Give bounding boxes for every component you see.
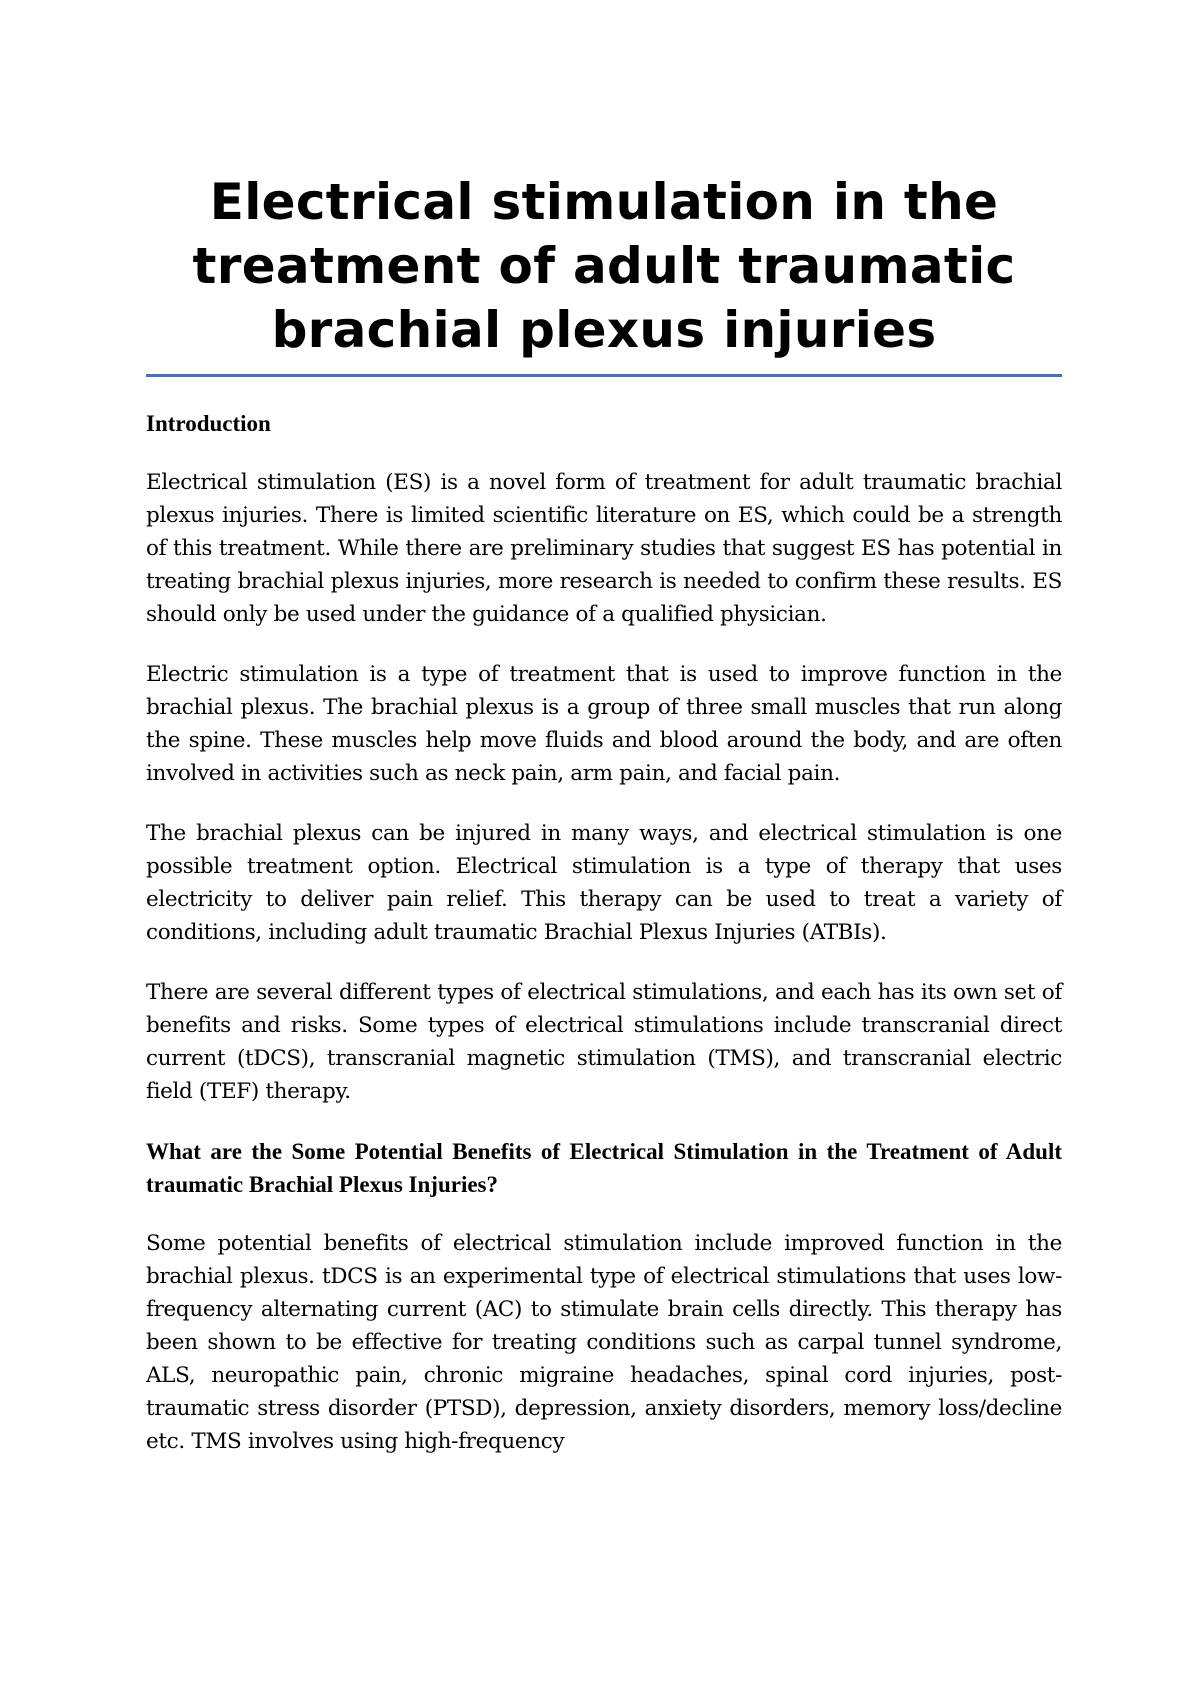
benefits-heading: What are the Some Potential Benefits of Electrical Stimulation in the Treatment of Adult traumatic Brachial Plexus Injuries?	[146, 1139, 1062, 1197]
paragraph-3: The brachial plexus can be injured in many ways, and electrical stimulation is one possible treatment option. Electrical stimulation is a type of therapy that uses electricity to deliver pain relief. This therapy can be used to treat a variety of conditions, including adult traumatic Brachial Plexus Injuries (ATBIs).	[146, 821, 1062, 945]
document-title: Electrical stimulation in the treatment of adult traumatic brachial plexus injuries	[192, 173, 1016, 359]
paragraph-4: There are several different types of electrical stimulations, and each has its own set of benefits and risks. Some types of electrical stimulations include transcranial direct current (tDCS), transcranial magnetic stimulation (TMS), and transcranial electric field (TEF) therapy.	[146, 980, 1062, 1104]
paragraph-1: Electrical stimulation (ES) is a novel form of treatment for adult traumatic brachial plexus injuries. There is limited scientific literature on ES, which could be a strength of this treatment. While there are preliminary studies that suggest ES has potential in treating brachial plexus injuries, more research is needed to confirm these results. ES should only be used under the guidance of a qualified physician.	[146, 470, 1062, 627]
introduction-heading: Introduction	[146, 411, 271, 436]
document-page	[146, 170, 1062, 1458]
title-underline-rule	[146, 374, 1062, 377]
benefits-paragraph: Some potential benefits of electrical stimulation include improved function in the brachial plexus. tDCS is an experimental type of electrical stimulations that uses low-frequency alternating current (AC) to stimulate brain cells directly. This therapy has been shown to be effective for treating conditions such as carpal tunnel syndrome, ALS, neuropathic pain, chronic migraine headaches, spinal cord injuries, post-traumatic stress disorder (PTSD), depression, anxiety disorders, memory loss/decline etc. TMS involves using high-frequency	[146, 1231, 1062, 1454]
paragraph-2: Electric stimulation is a type of treatment that is used to improve function in the brachial plexus. The brachial plexus is a group of three small muscles that run along the spine. These muscles help move fluids and blood around the body, and are often involved in activities such as neck pain, arm pain, and facial pain.	[146, 662, 1062, 786]
